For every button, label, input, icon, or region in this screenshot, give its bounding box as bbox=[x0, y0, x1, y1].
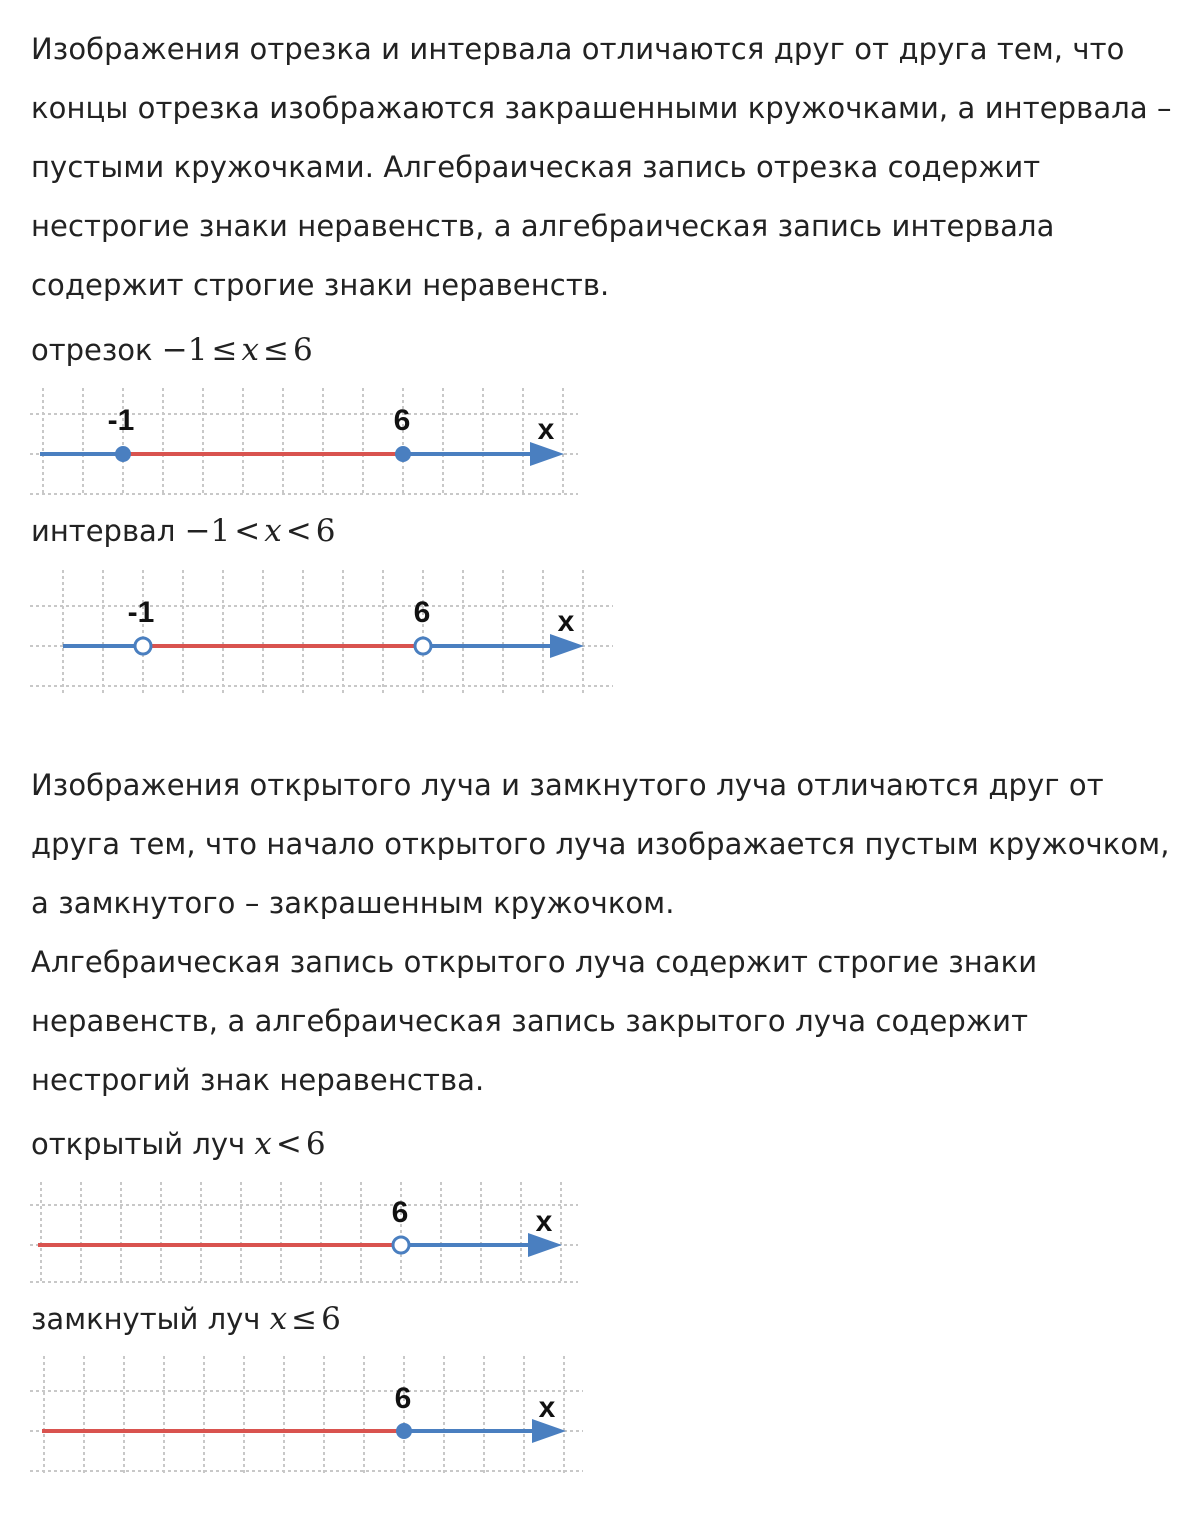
closed-ray-label bbox=[31, 1299, 341, 1339]
grid bbox=[30, 570, 613, 694]
segment-label bbox=[31, 330, 313, 370]
grid bbox=[30, 1182, 578, 1282]
left-point-label: -1 bbox=[107, 404, 135, 437]
grid bbox=[30, 1356, 583, 1476]
left-open-endpoint bbox=[135, 638, 151, 654]
closed-ray-number-line bbox=[30, 1356, 585, 1478]
open-ray-number-line bbox=[30, 1182, 580, 1284]
right-point-label: 6 bbox=[393, 404, 411, 437]
right-open-endpoint bbox=[415, 638, 431, 654]
segment-formula: −1 ≤ x ≤ 6 bbox=[161, 332, 313, 368]
axis-label: x bbox=[537, 413, 555, 446]
left-point-label: -1 bbox=[127, 596, 155, 629]
rays-paragraph-line-1: Изображения открытого луча и замкнутого луча отличаются друг от друга тем, что начало открытого луча изображается пустым кружочком, а замкнутого – закрашенным кружочком. bbox=[31, 768, 1170, 920]
open-endpoint bbox=[393, 1237, 409, 1253]
open-ray-word: открытый луч bbox=[31, 1127, 246, 1161]
right-filled-endpoint bbox=[395, 446, 411, 462]
axis-label: x bbox=[557, 605, 575, 638]
point-label: 6 bbox=[394, 1382, 412, 1415]
open-ray-formula: x < 6 bbox=[254, 1126, 326, 1162]
rays-paragraph-line-2: Алгебраическая запись открытого луча содержит строгие знаки неравенств, а алгебраическая запись закрытого луча содержит нестрогий знак неравенства. bbox=[31, 945, 1038, 1097]
axis-label: x bbox=[538, 1391, 556, 1424]
open-ray-label bbox=[31, 1124, 326, 1164]
right-point-label: 6 bbox=[413, 596, 431, 629]
left-filled-endpoint bbox=[115, 446, 131, 462]
interval-word: интервал bbox=[31, 514, 176, 548]
interval-number-line bbox=[30, 570, 615, 696]
intro-paragraph: Изображения отрезка и интервала отличаются друг от друга тем, что концы отрезка изображаются закрашенными кружочками, а интервала – пустыми кружочками. Алгебраическая запись отрезка содержит нестрогие знаки неравенств, а алгебраическая запись интервала содержит строгие знаки неравенств. bbox=[31, 32, 1172, 302]
filled-endpoint bbox=[396, 1423, 412, 1439]
closed-ray-formula: x ≤ 6 bbox=[269, 1301, 341, 1337]
interval-formula: −1 < x < 6 bbox=[184, 513, 336, 549]
interval-label bbox=[31, 511, 335, 551]
segment-number-line bbox=[30, 388, 580, 496]
closed-ray-word: замкнутый луч bbox=[31, 1302, 261, 1336]
rays-paragraph bbox=[31, 756, 1181, 1110]
axis-label: x bbox=[535, 1205, 553, 1238]
segment-word: отрезок bbox=[31, 333, 153, 367]
point-label: 6 bbox=[391, 1196, 409, 1229]
